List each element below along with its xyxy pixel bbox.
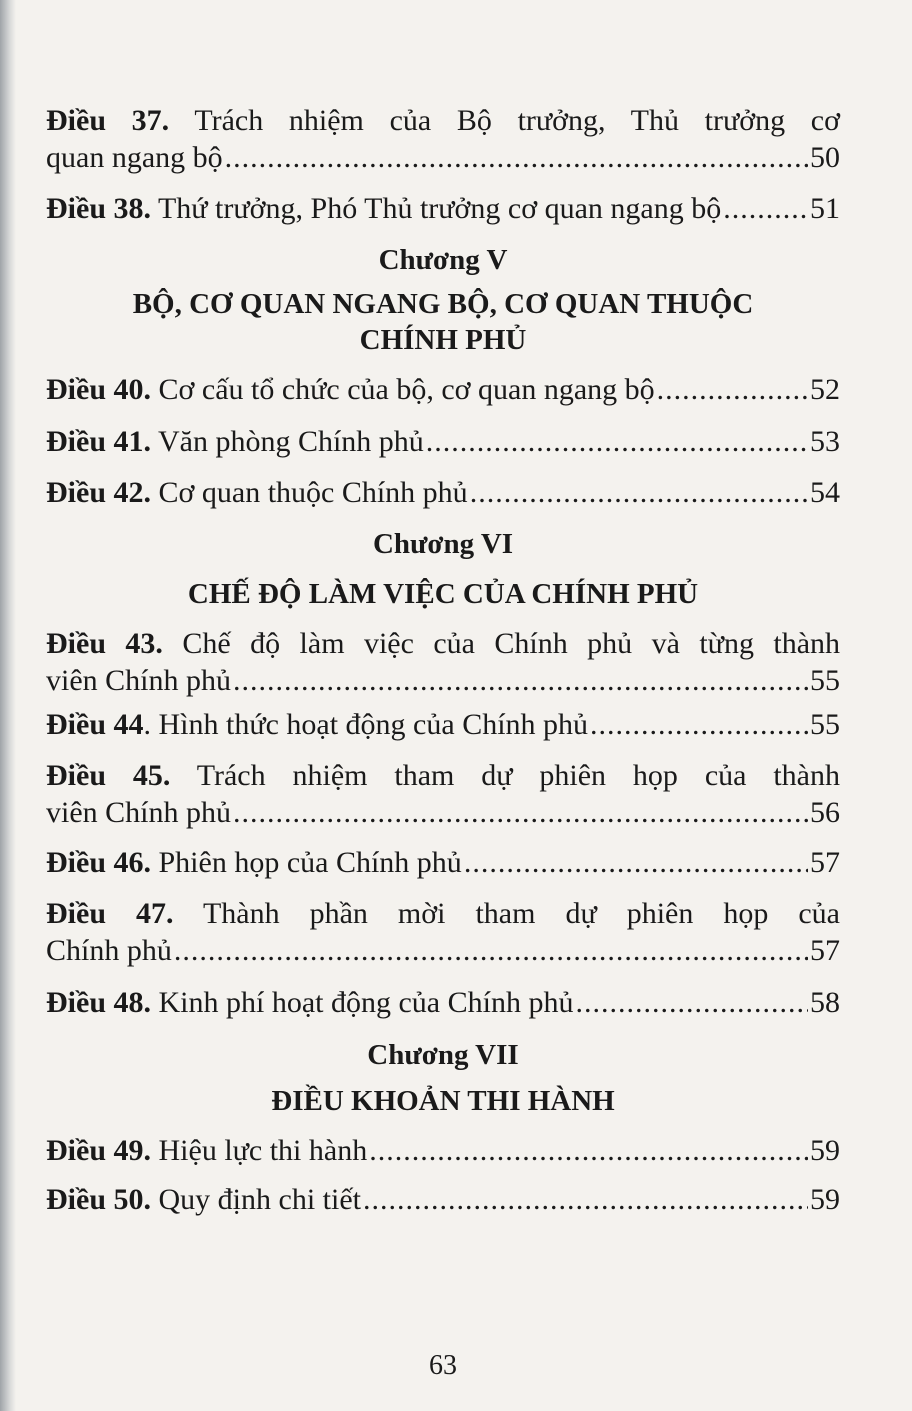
toc-entry-50: Điều 50. Quy định chi tiết ..... 59	[46, 1181, 840, 1218]
toc-entry-38: Điều 38. Thứ trưởng, Phó Thủ trưởng cơ quan ngang bộ ..... 51	[46, 190, 840, 227]
toc-entry-44: Điều 44. Hình thức hoạt động của Chính phủ ..... 55	[46, 706, 840, 743]
toc-entry-47: Điều 47. Thành phần mời tham dự phiên họp của Chính phủ ..... 57	[46, 895, 840, 969]
page-number: 63	[429, 1350, 457, 1381]
toc-entry-48: Điều 48. Kinh phí hoạt động của Chính phủ ..... 58	[46, 984, 840, 1021]
page-ref: 58	[810, 986, 840, 1019]
page-ref: 57	[810, 846, 840, 879]
toc-entry-37: Điều 37. Trách nhiệm của Bộ trưởng, Thủ trưởng cơ quan ngang bộ ..... 50	[46, 102, 840, 176]
toc-entry-49: Điều 49. Hiệu lực thi hành ..... 59	[46, 1132, 840, 1169]
page-ref: 56	[810, 796, 840, 829]
chapter-heading-vi	[46, 526, 840, 562]
book-spine-shadow	[0, 0, 16, 1411]
toc-entry-40: Điều 40. Cơ cấu tổ chức của bộ, cơ quan ngang bộ ..... 52	[46, 371, 840, 408]
chapter-number: Chương V	[378, 244, 508, 276]
chapter-title-vi: CHẾ ĐỘ LÀM VIỆC CỦA CHÍNH PHỦ	[187, 578, 699, 610]
toc-entry-45: Điều 45. Trách nhiệm tham dự phiên họp của thành viên Chính phủ ..... 56	[46, 757, 840, 831]
toc-entry-41: Điều 41. Văn phòng Chính phủ ..... 53	[46, 423, 840, 460]
chapter-title-v: BỘ, CƠ QUAN NGANG BỘ, CƠ QUAN THUỘC CHÍNH PHỦ	[132, 288, 754, 356]
page-ref: 51	[810, 192, 840, 225]
toc-page	[46, 0, 840, 1411]
page-ref: 55	[810, 664, 840, 697]
page-ref: 50	[810, 141, 840, 174]
page-ref: 52	[810, 373, 840, 406]
chapter-number: Chương VI	[372, 528, 514, 560]
page-ref: 54	[810, 476, 840, 509]
page-ref: 57	[810, 934, 840, 967]
page-ref: 53	[810, 425, 840, 458]
toc-entry-43: Điều 43. Chế độ làm việc của Chính phủ và từng thành viên Chính phủ ..... 55	[46, 625, 840, 699]
chapter-heading-v	[46, 242, 840, 278]
toc-entry-46: Điều 46. Phiên họp của Chính phủ ..... 57	[46, 844, 840, 881]
page-ref: 59	[810, 1134, 840, 1167]
page-ref: 55	[810, 708, 840, 741]
chapter-number: Chương VII	[367, 1039, 519, 1071]
toc-entry-42: Điều 42. Cơ quan thuộc Chính phủ ..... 54	[46, 474, 840, 511]
chapter-title-vii: ĐIỀU KHOẢN THI HÀNH	[271, 1085, 615, 1117]
chapter-heading-vii	[46, 1037, 840, 1073]
page-ref: 59	[810, 1183, 840, 1216]
